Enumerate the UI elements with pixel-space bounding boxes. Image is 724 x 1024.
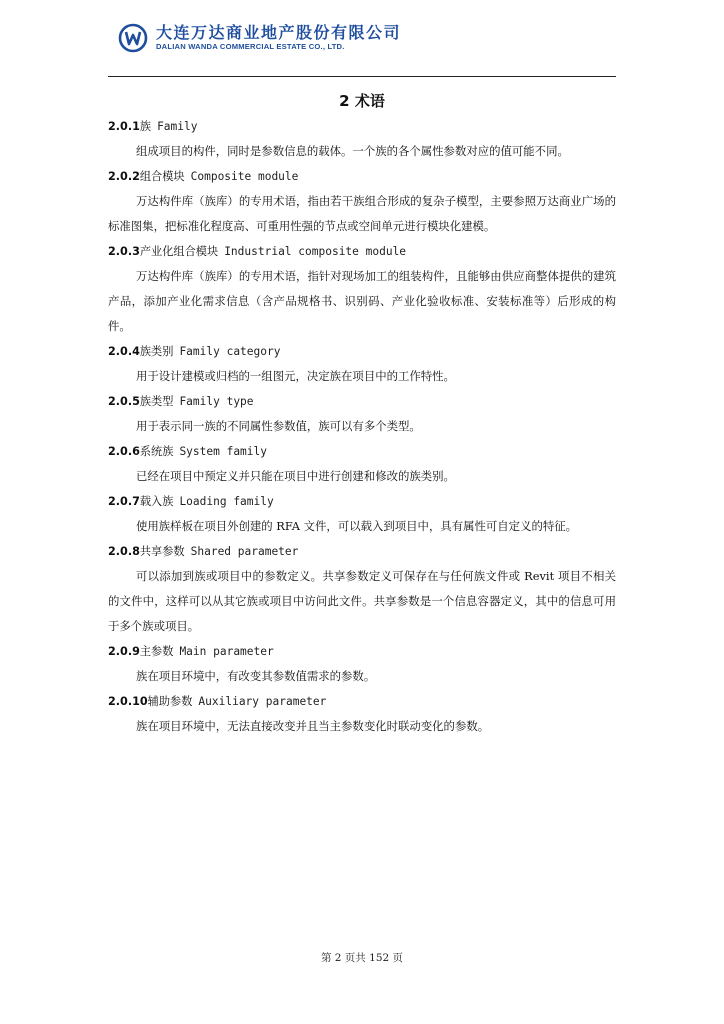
section-title: 2 术语 (339, 92, 385, 110)
term-name: 主参数 (139, 645, 174, 658)
term-name: 产业化组合模块 (139, 245, 219, 258)
term-definition: 万达构件库（族库）的专用术语，指由若干族组合形成的复杂子模型，主要参照万达商业广场的标准图集，把标准化程度高、可重用性强的节点或空间单元进行模块化建模。 (108, 194, 616, 233)
term-name: 族类型 (139, 395, 174, 408)
term-english: Loading family (179, 495, 274, 508)
term-english: Composite module (190, 170, 299, 183)
term-number: 2.0.6 (108, 445, 140, 458)
term-name: 系统族 (139, 445, 174, 458)
term-definition: 族在项目环境中，无法直接改变并且当主参数变化时联动变化的参数。 (136, 719, 490, 733)
company-name-cn: 大连万达商业地产股份有限公司 (156, 23, 402, 42)
term-number: 2.0.10 (108, 695, 148, 708)
term-number: 2.0.7 (108, 495, 140, 508)
term-definition: 万达构件库（族库）的专用术语，指针对现场加工的组装构件，且能够由供应商整体提供的建筑产品，添加产业化需求信息（含产品规格书、识别码、产业化验收标准、安装标准等）后形成的构件。 (108, 269, 616, 333)
term-definition: 族在项目环境中，有改变其参数值需求的参数。 (136, 669, 376, 683)
term-number: 2.0.8 (108, 545, 140, 558)
wanda-logo-icon (118, 23, 148, 53)
company-name-en: DALIAN WANDA COMMERCIAL ESTATE CO., LTD. (156, 42, 345, 51)
term-name: 族类别 (139, 345, 174, 358)
term-name: 组合模块 (139, 170, 185, 183)
term-definition: 使用族样板在项目外创建的 RFA 文件，可以载入到项目中，具有属性可自定义的特征。 (136, 519, 578, 533)
term-number: 2.0.5 (108, 395, 140, 408)
header-divider (108, 76, 616, 77)
term-heading (108, 239, 616, 264)
term-name: 共享参数 (139, 545, 185, 558)
term-heading (108, 389, 616, 414)
term-english: Industrial composite module (224, 245, 407, 258)
term-definition: 组成项目的构件，同时是参数信息的载体。一个族的各个属性参数对应的值可能不同。 (136, 144, 569, 158)
term-heading (108, 339, 616, 364)
company-logo (118, 23, 401, 53)
term-definition: 用于设计建模或归档的一组图元，决定族在项目中的工作特性。 (136, 369, 455, 383)
term-english: Family type (179, 395, 254, 408)
term-english: Shared parameter (190, 545, 299, 558)
term-english: Auxiliary parameter (198, 695, 327, 708)
term-heading (108, 164, 616, 189)
term-english: Family category (179, 345, 281, 358)
term-number: 2.0.2 (108, 170, 140, 183)
term-name: 族 (139, 120, 152, 133)
term-heading (108, 689, 616, 714)
term-definition: 已经在项目中预定义并只能在项目中进行创建和修改的族类别。 (136, 469, 455, 483)
term-name: 辅助参数 (147, 695, 193, 708)
term-heading (108, 489, 616, 514)
term-number: 2.0.3 (108, 245, 140, 258)
term-name: 载入族 (139, 495, 174, 508)
term-english: Main parameter (179, 645, 274, 658)
term-heading (108, 639, 616, 664)
term-definition: 可以添加到族或项目中的参数定义。共享参数定义可保存在与任何族文件或 Revit 项目不相关的文件中，这样可以从其它族或项目中访问此文件。共享参数是一个信息容器定义，其中的信息可用于多个族或项目。 (108, 569, 616, 633)
term-english: System family (179, 445, 267, 458)
page-footer: 第 2 页共 152 页 (320, 952, 404, 964)
term-heading (108, 539, 616, 564)
term-number: 2.0.1 (108, 120, 140, 133)
terms-list (108, 114, 616, 739)
term-english: Family (157, 120, 198, 133)
term-number: 2.0.9 (108, 645, 140, 658)
term-heading (108, 114, 616, 139)
term-heading (108, 439, 616, 464)
term-definition: 用于表示同一族的不同属性参数值，族可以有多个类型。 (136, 419, 421, 433)
page-header (0, 0, 724, 80)
term-number: 2.0.4 (108, 345, 140, 358)
